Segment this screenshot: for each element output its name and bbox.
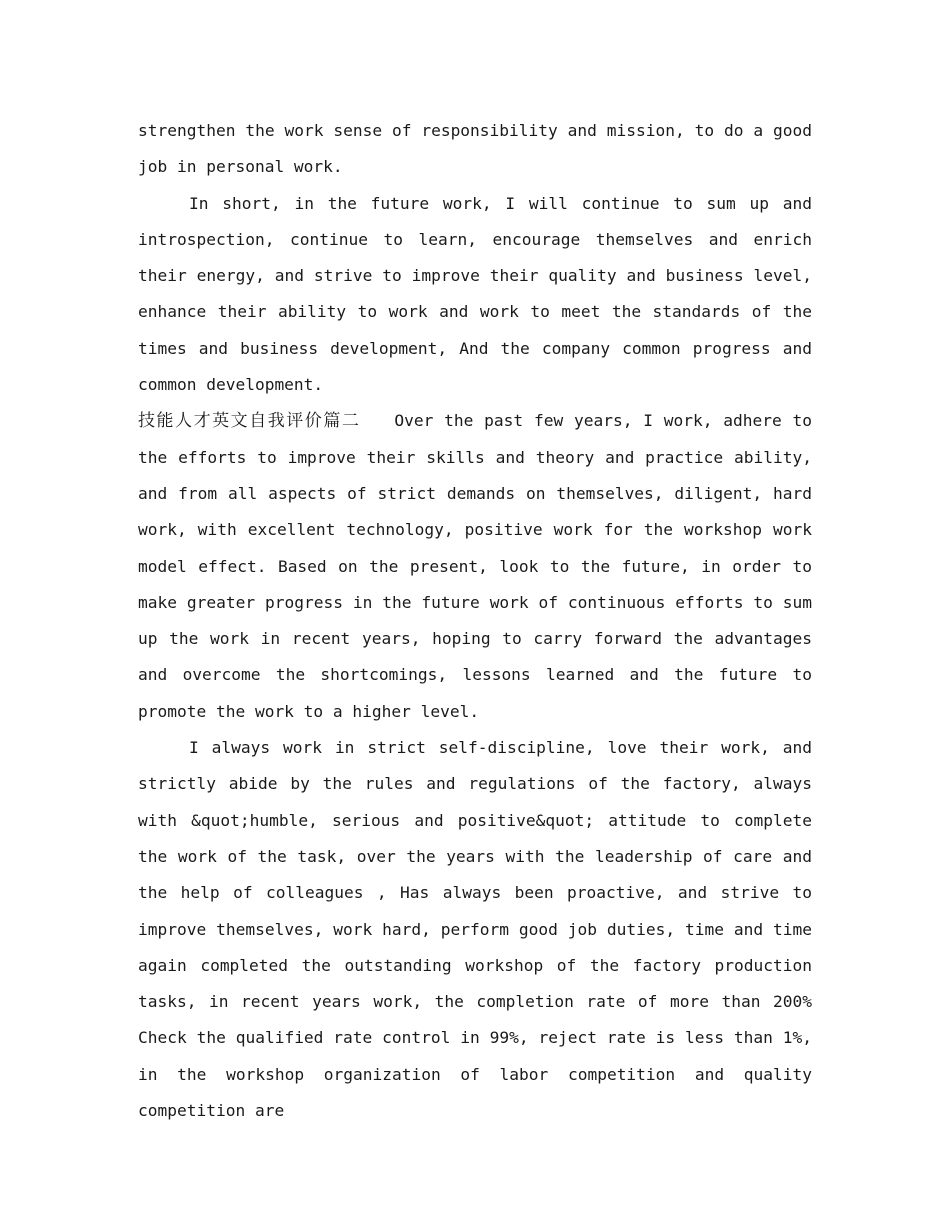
document-body [138,113,812,1129]
paragraph-3-text: Over the past few years, I work, adhere to the efforts to improve their skills and theory and practice ability, and from all aspects of strict demands on themselves, diligent, hard work, with excellent technology, positive work for the workshop work model effect. Based on the present, look to the future, in order to make greater progress in the future work of continuous efforts to sum up the work in recent years, hoping to carry forward the advantages and overcome the shortcomings, lessons learned and the future to promote the work to a higher level. [138,411,812,721]
section-heading: 技能人才英文自我评价篇二 [138,411,361,432]
paragraph-3 [138,403,812,730]
paragraph-2 [138,186,812,404]
paragraph-4-text: I always work in strict self-discipline, love their work, and strictly abide by the rules and regulations of the factory, always with &quot;humble, serious and positive&quot; attitude to complete the work of the task, over the years with the leadership of care and the help of colleagues , Has always been proactive, and strive to improve themselves, work hard, perform good job duties, time and time again completed the outstanding workshop of the factory production tasks, in recent years work, the completion rate of more than 200% Check the qualified rate control in 99%, reject rate is less than 1%, in the workshop organization of labor competition and quality competition are [138,738,812,1121]
paragraph-4 [138,730,812,1129]
paragraph-1 [138,113,812,186]
paragraph-2-text: In short, in the future work, I will continue to sum up and introspection, continue to learn, encourage themselves and enrich their energy, and strive to improve their quality and business level, enhance their ability to work and work to meet the standards of the times and business development, And the company common progress and common development. [138,193,812,395]
paragraph-1-text: strengthen the work sense of responsibility and mission, to do a good job in personal work. [138,121,812,177]
